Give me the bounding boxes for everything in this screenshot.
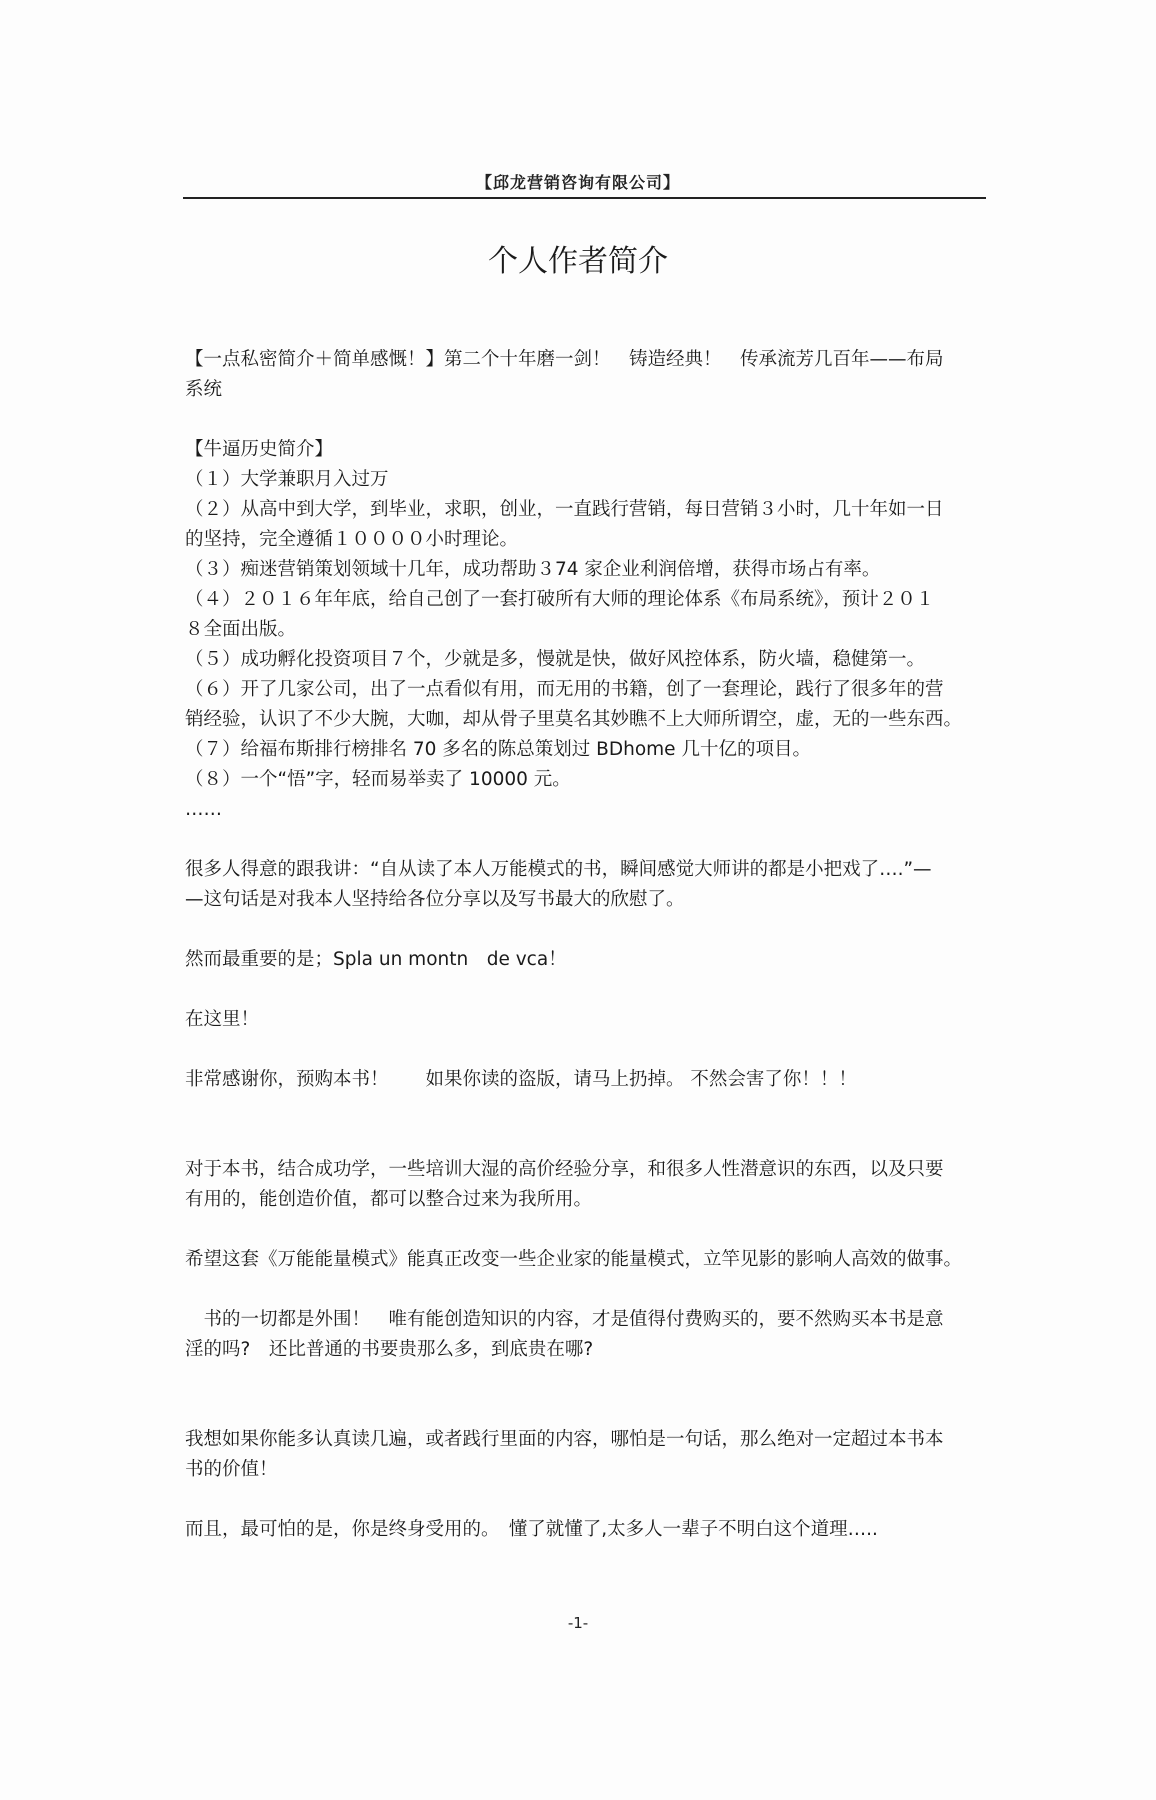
value-paragraph: 书的一切都是外围！ 唯有能创造知识的内容，才是值得付费购买的，要不然购买本书是意 <box>185 1309 944 1330</box>
intro-line: 【一点私密简介＋简单感慨！】第二个十年磨一剑！ 铸造经典！ 传承流芳几百年——布局 <box>185 349 944 370</box>
list-item: （４）２０１６年年底，给自己创了一套打破所有大师的理论体系《布局系统》，预计２０１ <box>185 589 935 610</box>
page-number: -1- <box>567 1614 589 1632</box>
page-title: 个人作者简介 <box>488 244 668 279</box>
list-item-continuation: 的坚持，完全遵循１００００小时理论。 <box>185 529 519 550</box>
history-heading: 【牛逼历史简介】 <box>185 439 334 460</box>
list-item: （５）成功孵化投资项目７个，少就是多，慢就是快，做好风控体系，防火墙，稳健第一。 <box>185 649 926 670</box>
company-header: 【邱龙营销咨询有限公司】 <box>475 173 680 192</box>
read-paragraph: 书的价值！ <box>185 1459 278 1480</box>
list-item-continuation: ８全面出版。 <box>185 619 297 640</box>
document-body <box>185 345 990 1545</box>
hope-paragraph: 希望这套《万能能量模式》能真正改变一些企业家的能量模式，立竿见影的影响人高效的做事。 <box>185 1249 963 1270</box>
thanks-line: 非常感谢你，预购本书！ 如果你读的盗版，请马上扔掉。 不然会害了你！！！ <box>185 1069 857 1090</box>
list-item-continuation: 销经验，认识了不少大腕，大咖，却从骨子里莫名其妙瞧不上大师所谓空，虚，无的一些东西。 <box>185 709 963 730</box>
important-line: 然而最重要的是；Spla un montn de vca！ <box>185 949 567 970</box>
about-paragraph: 对于本书，结合成功学，一些培训大湿的高价经验分享，和很多人性潜意识的东西，以及只要 <box>185 1159 944 1180</box>
about-paragraph: 有用的，能创造价值，都可以整合过来为我所用。 <box>185 1189 593 1210</box>
list-item: （８）一个“悟”字，轻而易举卖了 10000 元。 <box>185 769 571 790</box>
closing-paragraph: 而且，最可怕的是，你是终身受用的。 懂了就懂了,太多人一辈子不明白这个道理….. <box>185 1519 878 1540</box>
list-item: （１）大学兼职月入过万 <box>185 469 389 490</box>
ellipsis-line: …… <box>185 799 222 820</box>
header-divider <box>183 197 986 199</box>
list-item: （３）痴迷营销策划领域十几年，成功帮助３74 家企业利润倍增，获得市场占有率。 <box>185 559 881 580</box>
read-paragraph: 我想如果你能多认真读几遍，或者践行里面的内容，哪怕是一句话，那么绝对一定超过本书本 <box>185 1429 944 1450</box>
list-item: （６）开了几家公司，出了一点看似有用，而无用的书籍，创了一套理论，践行了很多年的营 <box>185 679 944 700</box>
intro-line: 系统 <box>185 379 223 400</box>
quote-paragraph: —这句话是对我本人坚持给各位分享以及写书最大的欣慰了。 <box>185 889 685 910</box>
value-paragraph: 淫的吗? 还比普通的书要贵那么多，到底贵在哪? <box>185 1339 594 1360</box>
quote-paragraph: 很多人得意的跟我讲：“自从读了本人万能模式的书，瞬间感觉大师讲的都是小把戏了….”— <box>185 859 932 880</box>
list-item: （２）从高中到大学，到毕业，求职，创业，一直践行营销，每日营销３小时，几十年如一日 <box>185 499 944 520</box>
list-item: （７）给福布斯排行榜排名 70 多名的陈总策划过 BDhome 几十亿的项目。 <box>185 739 811 760</box>
here-line: 在这里！ <box>185 1009 260 1030</box>
